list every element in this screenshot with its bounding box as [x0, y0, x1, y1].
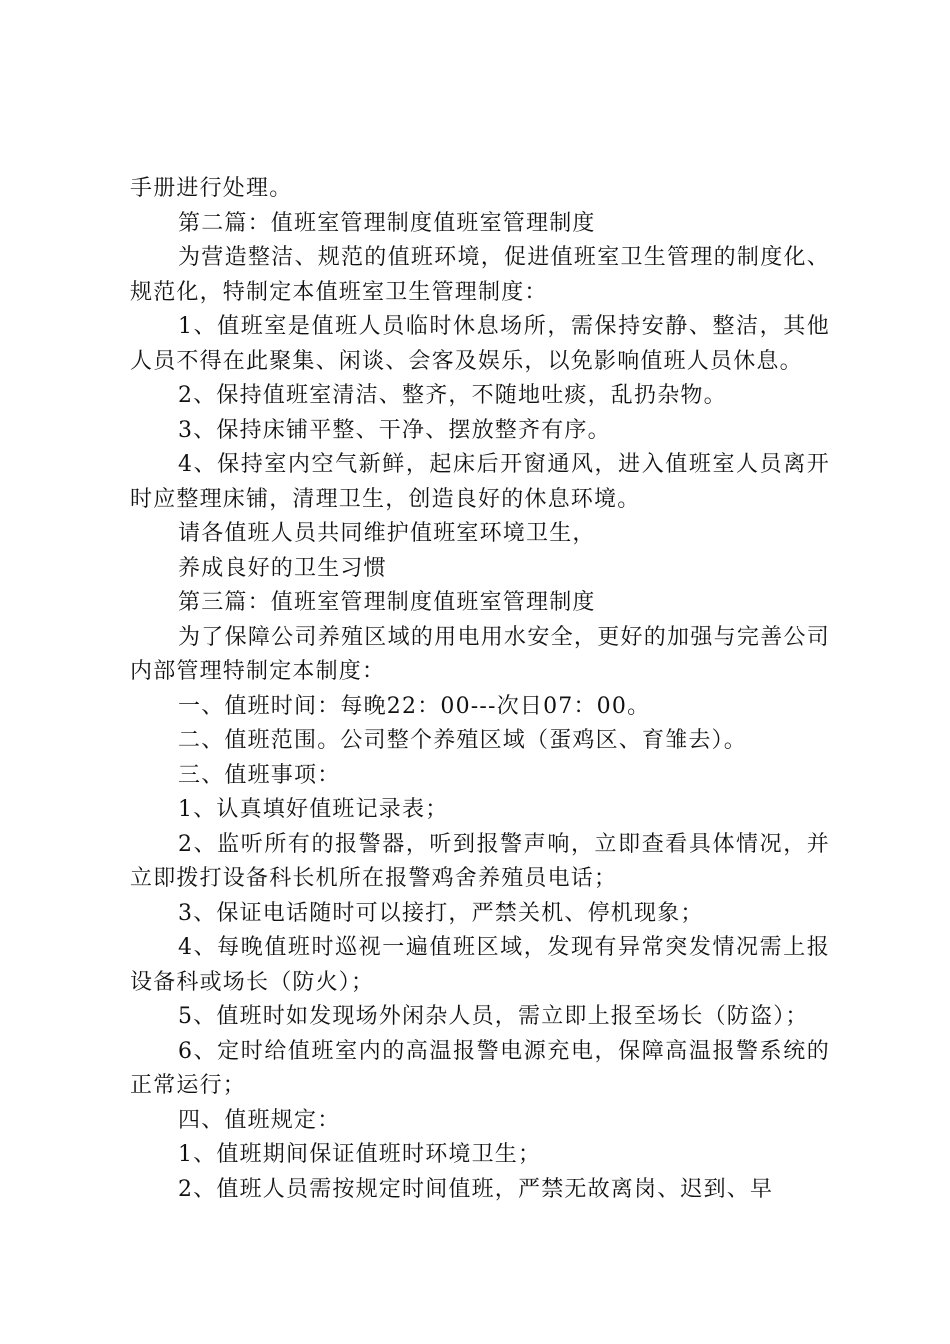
- rule-item-2: 2、保持值班室清洁、整齐，不随地吐痰，乱扔杂物。: [178, 383, 727, 408]
- rule-item-4: 4、保持室内空气新鲜，起床后开窗通风，进入值班室人员离开时应整理床铺，清理卫生，创造良好的休息环境。: [130, 452, 830, 512]
- rule-item-1: 1、值班室是值班人员临时休息场所，需保持安静、整洁，其他人员不得在此聚集、闲谈、会客及娱乐，以免影响值班人员休息。: [130, 314, 830, 374]
- closing-line-2: 养成良好的卫生习惯: [178, 555, 387, 581]
- duty-time: 一、值班时间：每晚22：00---次日07：00。: [178, 693, 651, 719]
- paragraph-intro-two: 为营造整洁、规范的值班环境，促进值班室卫生管理的制度化、规范化，特制定本值班室卫生管理制度：: [130, 245, 830, 305]
- duty-matters-heading: 三、值班事项：: [178, 762, 341, 788]
- duty-rule-2: 2、值班人员需按规定时间值班，严禁无故离岗、迟到、早: [178, 1176, 774, 1202]
- duty-matter-5: 5、值班时如发现场外闲杂人员，需立即上报至场长（防盗）；: [178, 1004, 809, 1029]
- duty-matter-6: 6、定时给值班室内的高温报警电源充电，保障高温报警系统的正常运行；: [130, 1038, 830, 1098]
- section-heading-part-three: 第三篇：值班室管理制度值班室管理制度: [178, 590, 596, 615]
- document-body: [130, 172, 830, 1207]
- duty-matter-1: 1、认真填好值班记录表；: [178, 797, 449, 822]
- duty-matter-3: 3、保证电话随时可以接打，严禁关机、停机现象；: [178, 900, 704, 926]
- duty-scope: 二、值班范围。公司整个养殖区域（蛋鸡区、育雏去）。: [178, 728, 748, 753]
- section-heading-part-two: 第二篇：值班室管理制度值班室管理制度: [178, 210, 596, 236]
- paragraph-continuation: 手册进行处理。: [130, 176, 293, 201]
- rule-item-3: 3、保持床铺平整、干净、摆放整齐有序。: [178, 417, 611, 443]
- closing-line-1: 请各值班人员共同维护值班室环境卫生，: [178, 521, 596, 546]
- duty-rule-1: 1、值班期间保证值班时环境卫生；: [178, 1142, 542, 1167]
- duty-matter-2: 2、监听所有的报警器，听到报警声响，立即查看具体情况，并立即拨打设备科长机所在报警鸡舍养殖员电话；: [130, 831, 830, 891]
- duty-rules-heading: 四、值班规定：: [178, 1107, 341, 1133]
- paragraph-intro-three: 为了保障公司养殖区域的用电用水安全，更好的加强与完善公司内部管理特制定本制度：: [130, 624, 830, 684]
- duty-matter-4: 4、每晚值班时巡视一遍值班区域，发现有异常突发情况需上报设备科或场长（防火）；: [130, 935, 830, 995]
